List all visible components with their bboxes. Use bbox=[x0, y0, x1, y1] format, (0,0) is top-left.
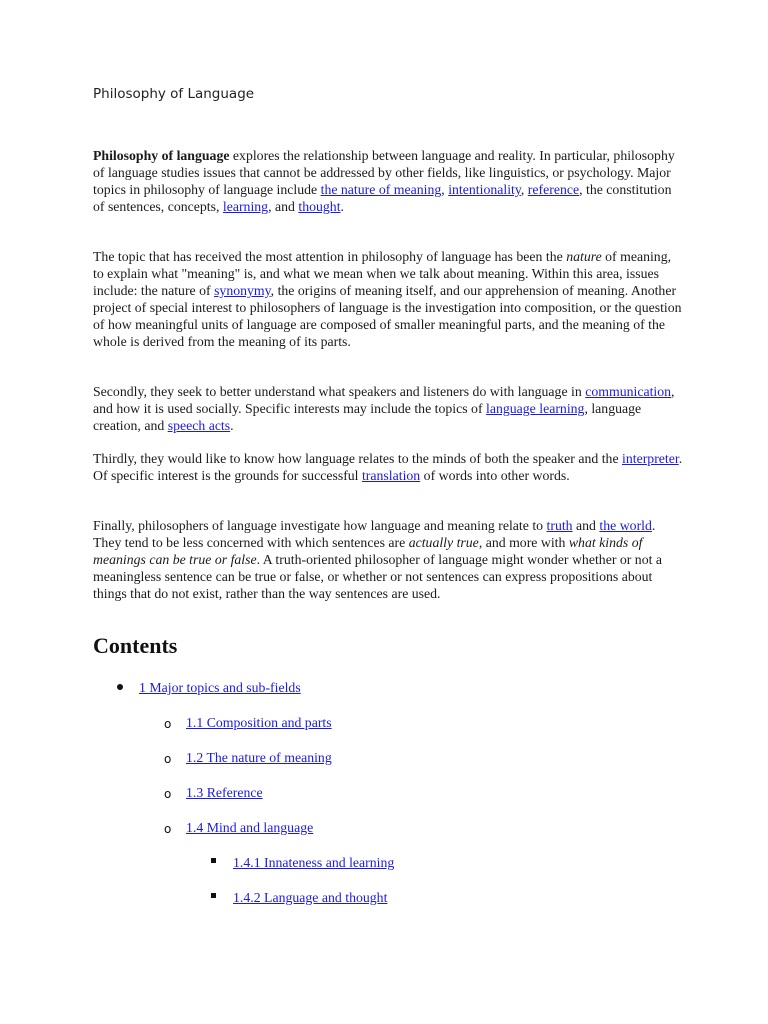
toc-link-composition[interactable]: 1.1 Composition and parts bbox=[186, 715, 332, 730]
link-interpreter[interactable]: interpreter bbox=[622, 451, 679, 466]
toc-link-reference[interactable]: 1.3 Reference bbox=[186, 785, 263, 800]
contents-heading: Contents bbox=[93, 633, 178, 658]
document-title: Philosophy of Language bbox=[93, 86, 255, 102]
truth-paragraph: Finally, philosophers of language investigate how language and meaning relate to truth and the world. They tend to be less concerned with which sentences are actually true, and more with what kinds of meanings can be true or false. A truth-oriented philosopher of language might wonder whether or not a meaningless sentence can be true or false, or whether or not sentences can express propositions about things that do not exist, rather than the way sentences are used. bbox=[93, 518, 663, 601]
link-communication[interactable]: communication bbox=[585, 384, 672, 399]
toc-link-innateness[interactable]: 1.4.1 Innateness and learning bbox=[233, 855, 395, 870]
intro-term: Philosophy of language bbox=[93, 148, 230, 163]
toc-bullet-disc bbox=[117, 684, 123, 690]
toc-bullet-circle: o bbox=[164, 822, 172, 836]
toc-bullet-square bbox=[211, 858, 216, 863]
meaning-paragraph: The topic that has received the most attention in philosophy of language has been the nature of meaning, to explain what "meaning" is, and what we mean when we talk about meaning. Within this area, issues include: the nature of synonymy, the origins of meaning itself, and our apprehension of meaning. Another project of special interest to philosophers of language is the investigation into composition, or the question of how meaningful units of language are composed of smaller meaningful parts, and the meaning of the whole is derived from the meaning of its parts. bbox=[93, 249, 682, 349]
link-synonymy[interactable]: synonymy bbox=[214, 283, 271, 298]
link-intentionality[interactable]: intentionality bbox=[448, 182, 521, 197]
communication-paragraph: Secondly, they seek to better understand what speakers and listeners do with language in communication, and how it is used socially. Specific interests may include the topics of language learning, language creation, and speech acts. bbox=[93, 384, 675, 433]
link-language-learning[interactable]: language learning bbox=[486, 401, 585, 416]
minds-paragraph: Thirdly, they would like to know how language relates to the minds of both the speaker and the interpreter. Of specific interest is the grounds for successful translation of words into other words. bbox=[93, 451, 683, 483]
link-translation[interactable]: translation bbox=[361, 468, 421, 483]
link-truth[interactable]: truth bbox=[546, 518, 573, 533]
toc-bullet-circle: o bbox=[164, 717, 172, 731]
toc-link-major-topics[interactable]: 1 Major topics and sub-fields bbox=[139, 680, 301, 695]
toc-link-language-and-thought[interactable]: 1.4.2 Language and thought bbox=[233, 890, 388, 905]
intro-paragraph: Philosophy of language explores the relationship between language and reality. In particular, philosophy of language studies issues that cannot be addressed by other fields, like linguistics, or psychology. Major topics in philosophy of language include the nature of meaning, intentionality, reference, the constitution of sentences, concepts, learning, and thought. bbox=[93, 148, 675, 214]
link-the-world[interactable]: the world bbox=[599, 518, 652, 533]
link-learning[interactable]: learning bbox=[222, 199, 269, 214]
toc-link-mind-and-language[interactable]: 1.4 Mind and language bbox=[186, 820, 314, 835]
link-speech-acts[interactable]: speech acts bbox=[167, 418, 231, 433]
toc-link-nature-of-meaning[interactable]: 1.2 The nature of meaning bbox=[186, 750, 332, 765]
link-thought[interactable]: thought bbox=[298, 199, 341, 214]
toc-bullet-square bbox=[211, 893, 216, 898]
toc-bullet-circle: o bbox=[164, 752, 172, 766]
toc-bullet-circle: o bbox=[164, 787, 172, 801]
link-reference[interactable]: reference bbox=[527, 182, 580, 197]
link-nature-of-meaning[interactable]: the nature of meaning bbox=[320, 182, 442, 197]
